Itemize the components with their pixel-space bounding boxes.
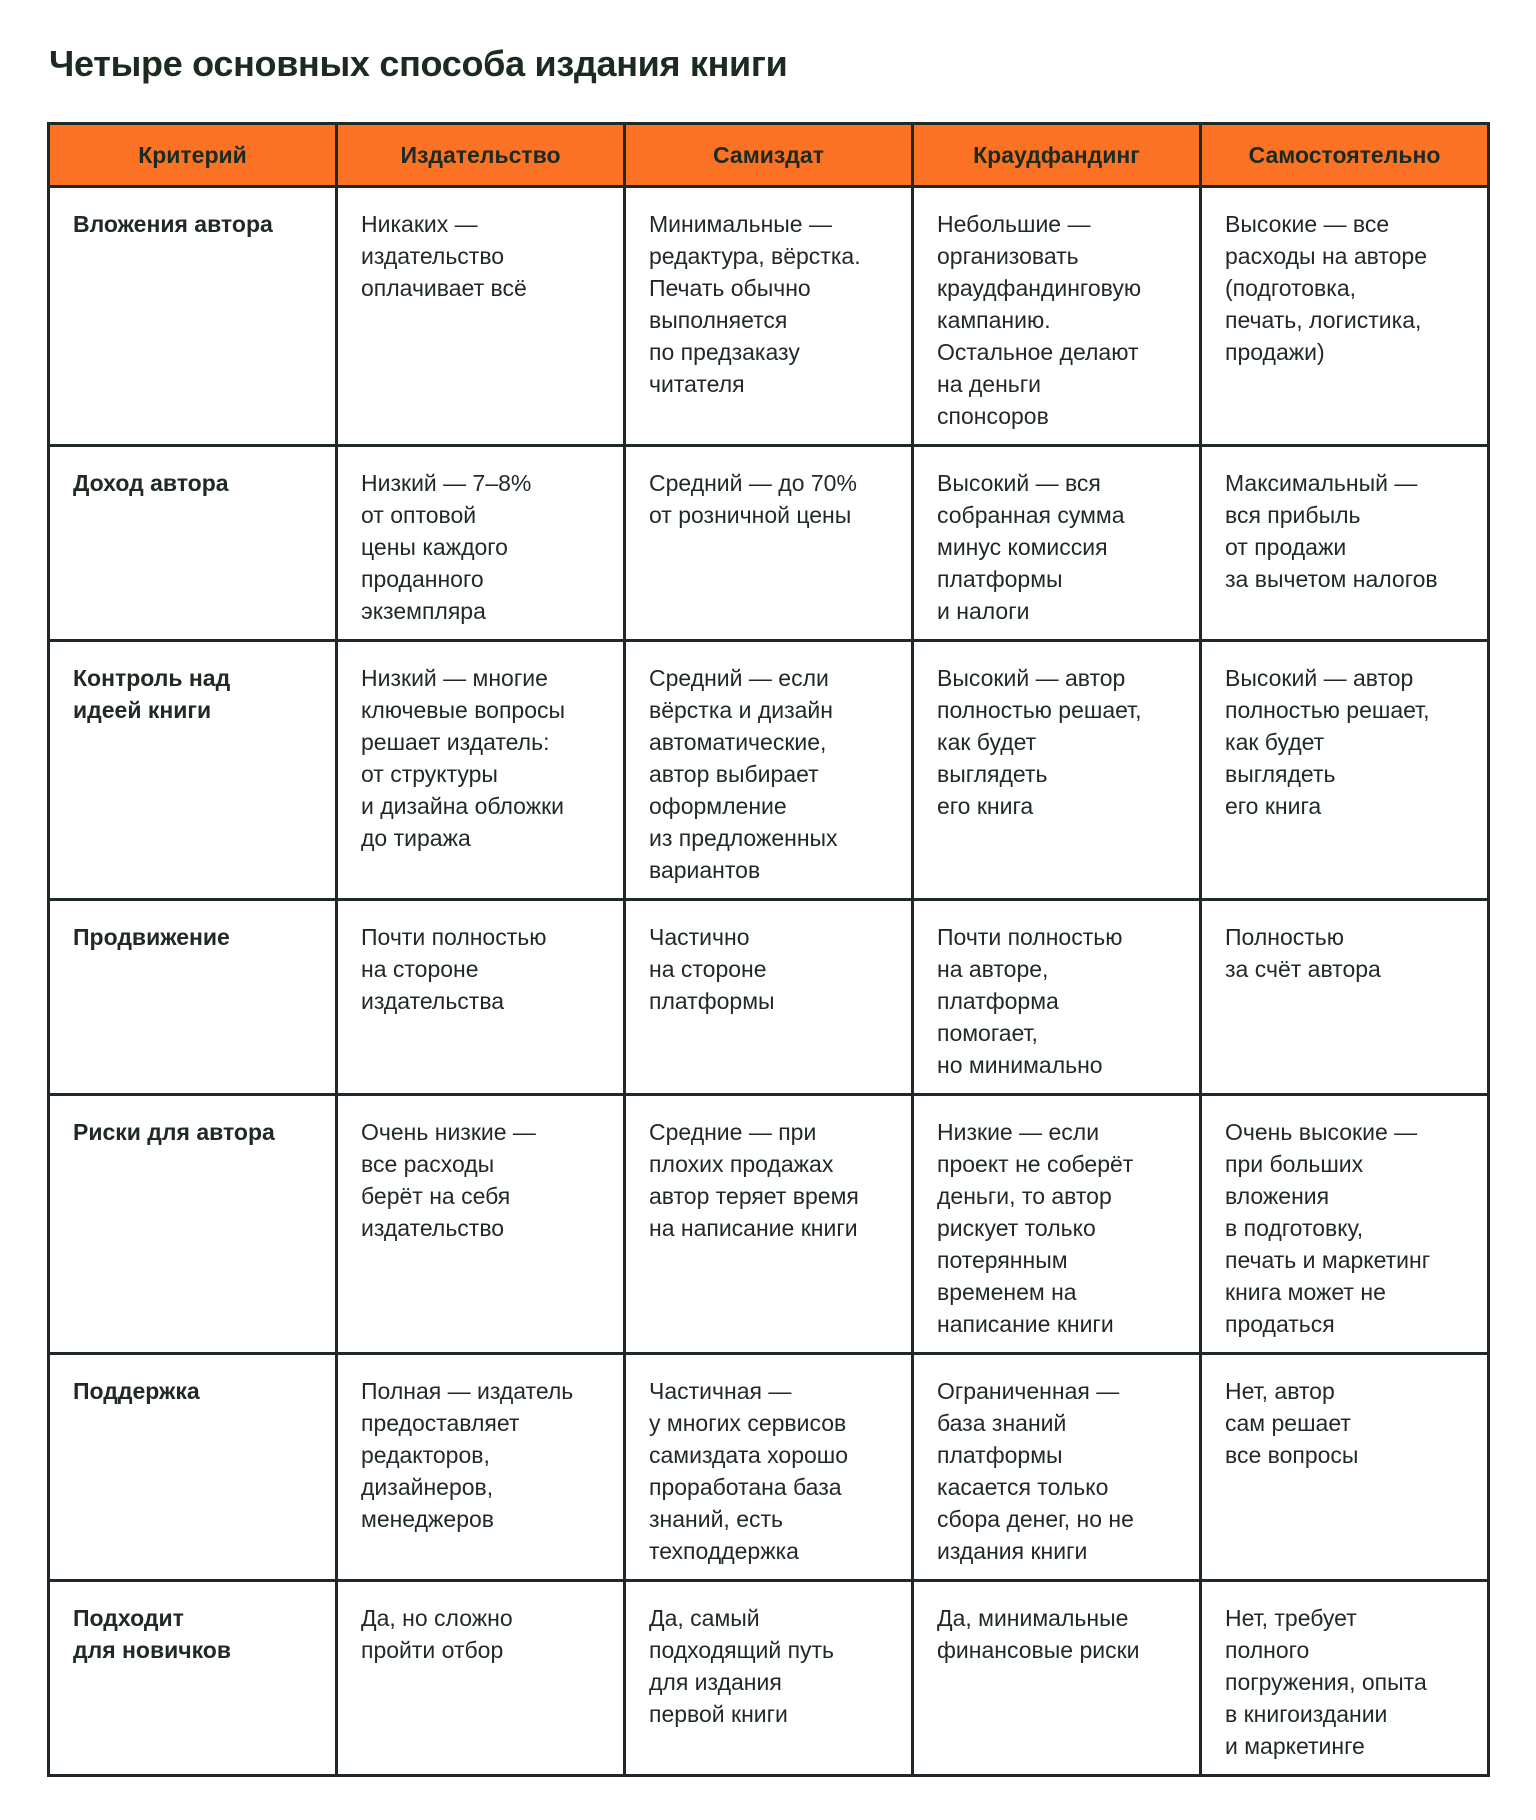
table-cell: Очень низкие — все расходы берёт на себя издательство (337, 1095, 625, 1354)
table-cell: Минимальные — редактура, вёрстка. Печать обычно выполняется по предзаказу читателя (625, 187, 913, 446)
row-criterion: Контроль над идеей книги (49, 641, 337, 900)
table-cell: Высокий — автор полностью решает, как будет выглядеть его книга (913, 641, 1201, 900)
table-cell: Низкие — если проект не соберёт деньги, то автор рискует только потерянным временем на написание книги (913, 1095, 1201, 1354)
table-cell: Никаких — издательство оплачивает всё (337, 187, 625, 446)
table-row (49, 1581, 1489, 1776)
table-cell: Высокий — вся собранная сумма минус комиссия платформы и налоги (913, 446, 1201, 641)
table-row (49, 1095, 1489, 1354)
header-independent: Самостоятельно (1201, 124, 1489, 187)
comparison-table (47, 122, 1490, 1777)
page-title: Четыре основных способа издания книги (49, 43, 788, 84)
table-cell: Средние — при плохих продажах автор теряет время на написание книги (625, 1095, 913, 1354)
table-cell: Полная — издатель предоставляет редакторов, дизайнеров, менеджеров (337, 1354, 625, 1581)
table-row (49, 446, 1489, 641)
table-cell: Средний — до 70% от розничной цены (625, 446, 913, 641)
header-publisher: Издательство (337, 124, 625, 187)
table-cell: Полностью за счёт автора (1201, 900, 1489, 1095)
header-crowdfunding: Краудфандинг (913, 124, 1201, 187)
table-cell: Нет, автор сам решает все вопросы (1201, 1354, 1489, 1581)
table-cell: Нет, требует полного погружения, опыта в книгоиздании и маркетинге (1201, 1581, 1489, 1776)
table-cell: Высокий — автор полностью решает, как будет выглядеть его книга (1201, 641, 1489, 900)
header-criterion: Критерий (49, 124, 337, 187)
table-cell: Почти полностью на авторе, платформа помогает, но минимально (913, 900, 1201, 1095)
table-cell: Средний — если вёрстка и дизайн автоматические, автор выбирает оформление из предложенных вариантов (625, 641, 913, 900)
table-cell: Частично на стороне платформы (625, 900, 913, 1095)
table-cell: Ограниченная — база знаний платформы касается только сбора денег, но не издания книги (913, 1354, 1201, 1581)
table-cell: Максимальный — вся прибыль от продажи за вычетом налогов (1201, 446, 1489, 641)
row-criterion: Поддержка (49, 1354, 337, 1581)
table-row (49, 641, 1489, 900)
row-criterion: Риски для автора (49, 1095, 337, 1354)
table-cell: Да, но сложно пройти отбор (337, 1581, 625, 1776)
table-row (49, 900, 1489, 1095)
table-cell: Высокие — все расходы на авторе (подготовка, печать, логистика, продажи) (1201, 187, 1489, 446)
row-criterion: Подходит для новичков (49, 1581, 337, 1776)
table-cell: Очень высокие — при больших вложения в подготовку, печать и маркетинг книга может не продаться (1201, 1095, 1489, 1354)
header-self-publishing-platform: Самиздат (625, 124, 913, 187)
table-cell: Низкий — многие ключевые вопросы решает издатель: от структуры и дизайна обложки до тиража (337, 641, 625, 900)
row-criterion: Продвижение (49, 900, 337, 1095)
table-cell: Небольшие — организовать краудфандинговую кампанию. Остальное делают на деньги спонсоров (913, 187, 1201, 446)
row-criterion: Доход автора (49, 446, 337, 641)
table-row (49, 1354, 1489, 1581)
table-cell: Да, минимальные финансовые риски (913, 1581, 1201, 1776)
table-header-row (49, 124, 1489, 187)
row-criterion: Вложения автора (49, 187, 337, 446)
table-row (49, 187, 1489, 446)
table-cell: Почти полностью на стороне издательства (337, 900, 625, 1095)
table-cell: Да, самый подходящий путь для издания первой книги (625, 1581, 913, 1776)
table-cell: Частичная — у многих сервисов самиздата хорошо проработана база знаний, есть техподдержка (625, 1354, 913, 1581)
table-cell: Низкий — 7–8% от оптовой цены каждого проданного экземпляра (337, 446, 625, 641)
